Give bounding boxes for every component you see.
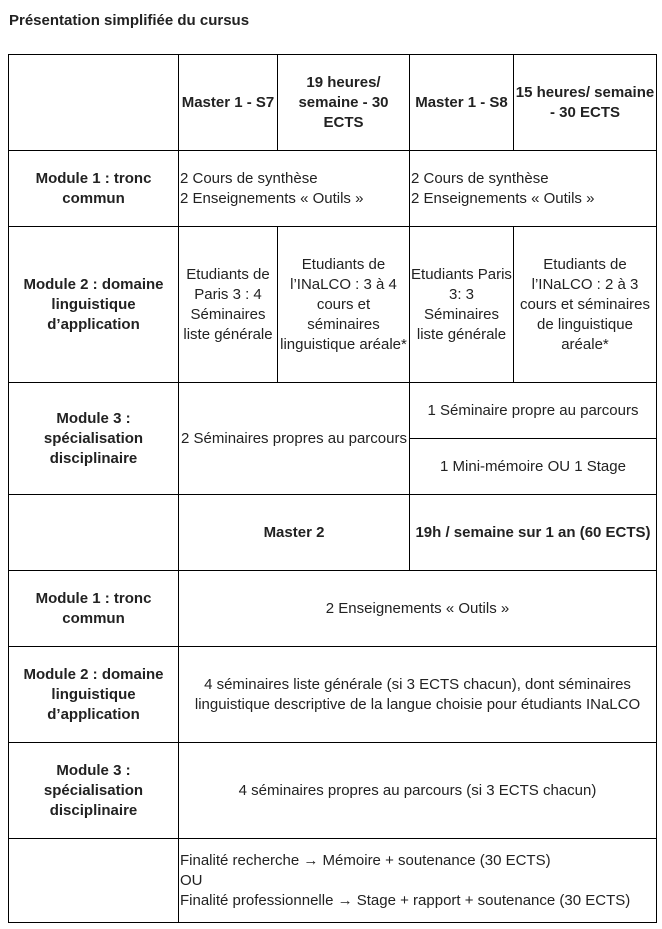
master1-module2-row: [9, 227, 657, 383]
empty-master2-corner-cell: [9, 495, 179, 571]
master1-module2-s8-inalco: Etudiants de l’INaLCO : 2 à 3 cours et séminaires de linguistique aréale*: [514, 227, 657, 383]
master1-module1-s8-line1: 2 Cours de synthèse: [411, 169, 549, 187]
master2-module3-row: [9, 743, 657, 839]
master1-module2-s7-inalco: Etudiants de l’INaLCO : 3 à 4 cours et séminaires linguistique aréale*: [278, 227, 410, 383]
master2-module2-content: 4 séminaires liste générale (si 3 ECTS chacun), dont séminaires linguistique descriptive de la langue choisie pour étudiants INaLCO: [179, 647, 657, 743]
empty-corner-cell: [9, 55, 179, 151]
master1-s8-label: Master 1 - S8: [410, 55, 514, 151]
master2-module2-row: [9, 647, 657, 743]
empty-finalite-cell: [9, 839, 179, 923]
master1-module1-s7-line1: 2 Cours de synthèse: [180, 169, 318, 187]
master2-module3-title: Module 3 : spécialisation disciplinaire: [9, 743, 179, 839]
master2-module1-title: Module 1 : tronc commun: [9, 571, 179, 647]
master1-s7-hours: 19 heures/ semaine - 30 ECTS: [278, 55, 410, 151]
master1-module1-row: [9, 151, 657, 227]
master2-module2-title: Module 2 : domaine linguistique d’application: [9, 647, 179, 743]
master2-module3-content: 4 séminaires propres au parcours (si 3 ECTS chacun): [179, 743, 657, 839]
finalite-recherche: Finalité recherche → Mémoire + soutenance (30 ECTS): [180, 851, 551, 869]
master1-module3-s8-bottom: 1 Mini-mémoire OU 1 Stage: [410, 439, 657, 495]
master1-module1-s7: [179, 151, 410, 227]
master1-module3-title: Module 3 : spécialisation disciplinaire: [9, 383, 179, 495]
master1-module3-s8-top: 1 Séminaire propre au parcours: [410, 383, 657, 439]
master2-module1-content: 2 Enseignements « Outils »: [179, 571, 657, 647]
page-title: Présentation simplifiée du cursus: [9, 12, 250, 29]
master2-label: Master 2: [179, 495, 410, 571]
master2-header-row: [9, 495, 657, 571]
master1-s8-hours: 15 heures/ semaine - 30 ECTS: [514, 55, 657, 151]
master2-finalite-row: [9, 839, 657, 923]
master1-module1-s7-line2: 2 Enseignements « Outils »: [180, 189, 364, 207]
master1-header-row: [9, 55, 657, 151]
master1-s7-label: Master 1 - S7: [179, 55, 278, 151]
master1-module3-s7: 2 Séminaires propres au parcours: [179, 383, 410, 495]
master2-hours: 19h / semaine sur 1 an (60 ECTS): [410, 495, 657, 571]
finalite-ou: OU: [180, 871, 203, 889]
master1-module2-title: Module 2 : domaine linguistique d’application: [9, 227, 179, 383]
master1-module1-title: Module 1 : tronc commun: [9, 151, 179, 227]
master1-module3-row-top: [9, 383, 657, 439]
master2-finalite-content: [179, 839, 657, 923]
finalite-professionnelle: Finalité professionnelle → Stage + rapport + soutenance (30 ECTS): [180, 891, 631, 909]
master1-module1-s8-line2: 2 Enseignements « Outils »: [411, 189, 595, 207]
master1-module2-s8-paris3: Etudiants Paris 3: 3 Séminaires liste générale: [410, 227, 514, 383]
cursus-table: [8, 54, 657, 923]
master2-module1-row: [9, 571, 657, 647]
master1-module1-s8: [410, 151, 657, 227]
master1-module2-s7-paris3: Etudiants de Paris 3 : 4 Séminaires liste générale: [179, 227, 278, 383]
